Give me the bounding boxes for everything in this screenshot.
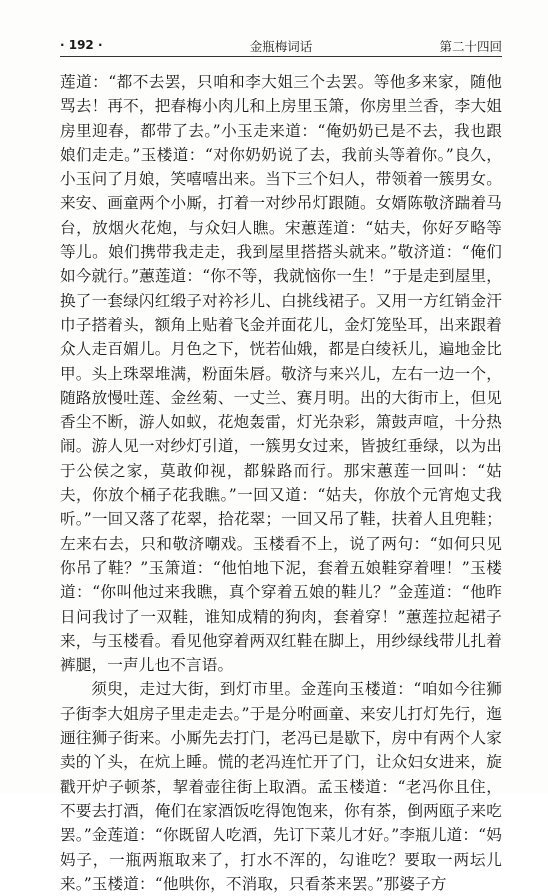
book-title: 金瓶梅词话 — [249, 39, 313, 54]
body-text — [60, 70, 502, 896]
running-header — [60, 34, 502, 57]
paragraph: 须臾，走过大街，到灯市里。金莲向玉楼道：“咱如今往狮子街李大姐房子里走走去。”于是分咐画童、来安儿打灯先行，迤逦往狮子街来。小厮先去打门，老冯已是歇下，房中有两个人家卖的丫头，在炕上睡。慌的老冯连忙开了门，让众妇女进来，旋戳开炉子顿茶，挈着壶往街上取酒。孟玉楼道：“老冯你且住，不要去打酒，俺们在家酒饭吃得饱饱来，你有茶，倒两瓯子来吃罢。”金莲道：“你既留人吃酒，先订下菜儿才好。”李瓶儿道：“妈妈子，一瓶两瓶取来了，打水不浑的，勾谁吃？要取一两坛儿来。”玉楼道：“他哄你，不消取，只看茶来罢。”那婆子方 — [60, 680, 502, 893]
page-number: · 192 · — [60, 38, 103, 52]
chapter-title: 第二十四回 — [439, 39, 502, 54]
paragraph-continued: 莲道：“都不去罢，只咱和李大姐三个去罢。等他多来家，随他骂去！再不，把春梅小肉儿和上房里玉箫，你房里兰香，李大姐房里迎春，都带了去。”小玉走来道：“俺奶奶已是不去，我也跟娘们走走。”玉楼道：“对你奶奶说了去，我前头等着你。”良久，小玉问了月娘，笑嘻嘻出来。当下三个妇人，带领着一簇男女。来安、画童两个小厮，打着一对纱吊灯跟随。女婿陈敬济踹着马台，放烟火花炮，与众妇人瞧。宋蕙莲道：“姑夫，你好歹略等等儿。娘们携带我走走，我到屋里搭搭头就来。”敬济道：“俺们如今就行。”蕙莲道：“你不等，我就恼你一生！”于是走到屋里，换了一套绿闪红缎子对衿衫儿、白挑线裙子。又用一方红销金汗巾子搭着头，额角上贴着飞金并面花儿，金灯笼坠耳，出来跟着众人走百媚儿。月色之下，恍若仙娥，都是白绫袄儿，遍地金比甲。头上珠翠堆满，粉面朱唇。敬济与来兴儿，左右一边一个，随路放慢吐莲、金丝菊、一丈兰、赛月明。出的大街市上，但见香尘不断，游人如蚁，花炮轰雷，灯光杂彩，箫鼓声喧，十分热闹。游人见一对纱灯引道，一簇男女过来，皆披红垂绿，以为出于公侯之家，莫敢仰视，都躲路而行。那宋蕙莲一回叫：“姑夫，你放个桶子花我瞧。”一回又道：“姑夫，你放个元宵炮丈我听。”一回又落了花翠，拾花翠；一回又吊了鞋，扶着人且兜鞋；左来右去，只和敬济嘲戏。玉楼看不上，说了两句：“如何只见你吊了鞋？”玉箫道：“他怕地下泥，套着五娘鞋穿着哩！”玉楼道：“你叫他过来我瞧，真个穿着五娘的鞋儿？”金莲道：“他昨日问我讨了一双鞋，谁知成精的狗肉，套着穿！”蕙莲拉起裙子来，与玉楼看。看见他穿着两双红鞋在脚上，用纱绿线带儿扎着裤腿，一声儿也不言语。 — [60, 73, 502, 675]
